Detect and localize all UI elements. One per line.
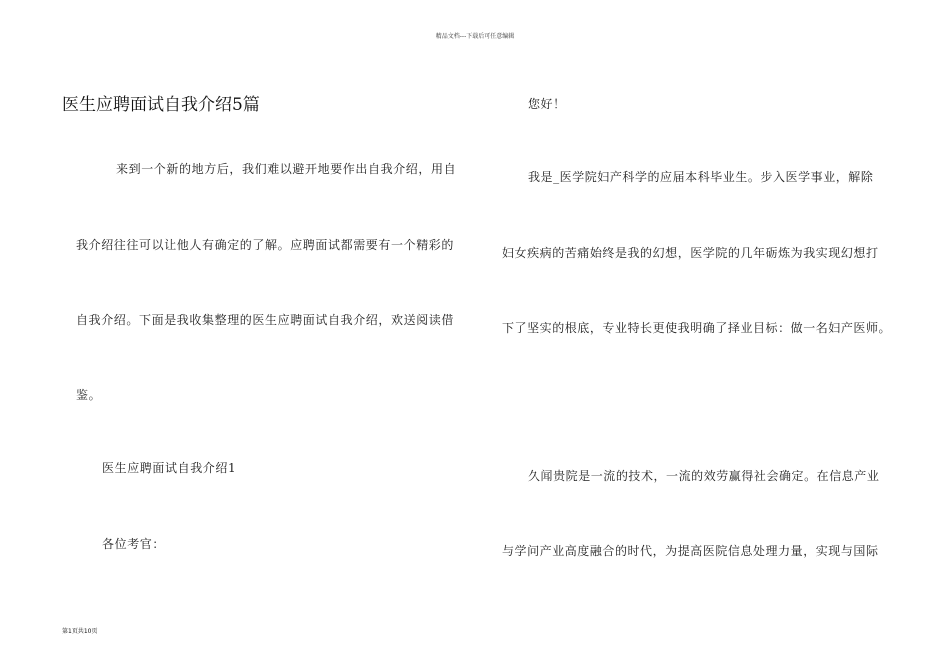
greeting: 您好！ [528,97,566,111]
paragraph-line: 我是_医学院妇产科学的应届本科毕业生。步入医学事业，解除 [528,170,874,184]
section-heading: 医生应聘面试自我介绍1 [102,461,237,475]
page-header-note: 精品文档---下载后可任意编辑 [435,33,515,40]
paragraph-line: 久闻贵院是一流的技术，一流的效劳赢得社会确定。在信息产业 [528,469,880,483]
paragraph-line: 妇女疾病的苦痛始终是我的幻想，医学院的几年砺炼为我实现幻想打 [502,246,879,260]
page-number: 第1页共10页 [62,628,98,635]
salutation: 各位考官： [102,537,166,551]
paragraph-line: 鉴。 [76,388,102,402]
paragraph-line: 与学问产业高度融合的时代，为提高医院信息处理力量，实现与国际 [502,544,879,558]
paragraph-line: 我介绍往往可以让他人有确定的了解。应聘面试都需要有一个精彩的 [76,238,455,252]
paragraph-line: 来到一个新的地方后，我们难以避开地要作出自我介绍，用自 [116,162,457,176]
paragraph-line: 自我介绍。下面是我收集整理的医生应聘面试自我介绍，欢送阅读借 [76,313,455,327]
document-title: 医生应聘面试自我介绍5篇 [62,95,260,115]
paragraph-line: 下了坚实的根底，专业特长更使我明确了择业目标：做一名妇产医师。 [502,321,892,335]
